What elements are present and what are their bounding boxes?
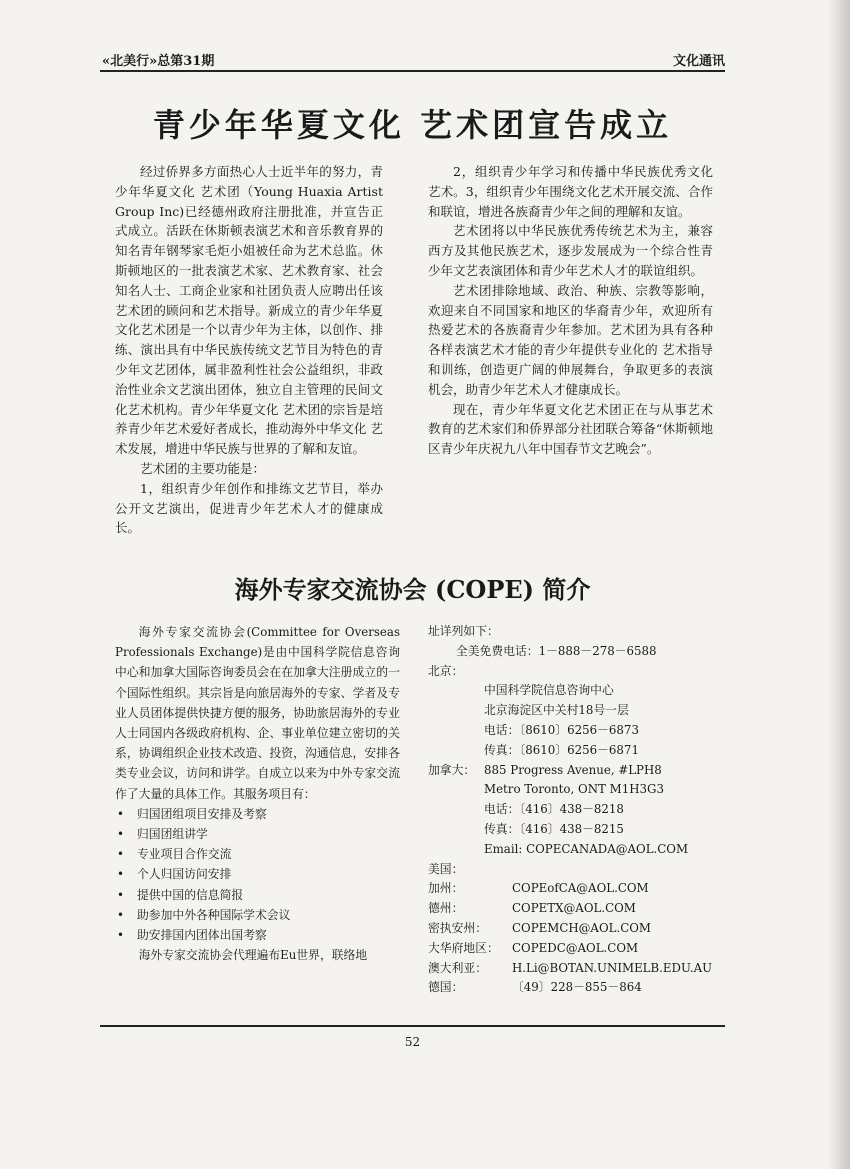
us-hotline: 全美免费电话：1－888－278－6588	[456, 643, 657, 658]
article1-title: 青少年华夏文化 艺术团宣告成立	[152, 106, 673, 144]
region-label: 德州：	[428, 901, 464, 916]
region-contact: COPEofCA@AOL.COM	[512, 881, 649, 896]
region-row	[428, 959, 718, 979]
article1-column-right	[428, 162, 713, 459]
canada-email: Email: COPECANADA@AOL.COM	[484, 841, 689, 856]
service-item: • 个人归国访问安排	[115, 864, 400, 884]
article2-title: 海外专家交流协会 (COPE) 简介	[234, 575, 591, 604]
contacts-intro: 址详列如下：	[428, 624, 499, 638]
service-item: • 助安排国内团体出国考察	[115, 925, 400, 945]
article1-paragraph: 2，组织青少年学习和传播中华民族优秀文化 艺术。3，组织青少年围绕文化艺术开展交流、合作和联谊，增进各族裔青少年之间的理解和友谊。	[428, 164, 713, 219]
region-label: 密执安州：	[428, 920, 487, 935]
service-item: • 助参加中外各种国际学术会议	[115, 905, 400, 925]
article1-paragraph: 经过侨界多方面热心人士近半年的努力，青少年华夏文化 艺术团（Young Huaxia Artist Group Inc)已经德州政府注册批准，并宣告正式成立。活跃在休斯顿表演艺术和音乐教育界的知名青年钢琴家毛炬小姐被任命为艺术总监。休斯顿地区的一批表演艺术家、艺术教育家、社会知名人士、工商企业家和社团负责人应聘出任该艺术团的顾问和艺术指导。新成立的青少年华夏文化艺术团是一个以青少年为主体，以创作、排练、演出具有中华民族传统文艺节目为特色的青少年文艺团体，属非盈利性社会公益组织，非政治性业余文艺演出团体，独立自主管理的民间文化艺术机构。青少年华夏文化 艺术团的宗旨是培养青少年艺术爱好者成长，推动海外中华文化 艺术发展，增进中华民族与世界的了解和友谊。	[115, 164, 383, 457]
region-label: 德国：	[428, 980, 464, 995]
canada-phone: 电话：〔416〕438－8218	[484, 802, 624, 817]
canada-address-line1	[428, 761, 718, 781]
region-row	[428, 939, 718, 959]
article2-closing: 海外专家交流协会代理遍布Eu世界，联络地	[138, 948, 368, 963]
article1-paragraph: 艺术团将以中华民族优秀传统艺术为主，兼容西方及其他民族艺术，逐步发展成为一个综合性青少年文艺表演团体和青少年艺术人才的联谊组织。	[428, 223, 713, 278]
usa-label: 美国：	[428, 861, 464, 876]
article1-column-left	[115, 162, 383, 538]
page-number: 52	[404, 1035, 421, 1049]
region-contact: H.Li@BOTAN.UNIMELB.EDU.AU	[512, 960, 713, 975]
service-item: • 归国团组项目安排及考察	[115, 804, 400, 824]
service-item: • 专业项目合作交流	[115, 844, 400, 864]
region-label: 加州：	[428, 881, 464, 896]
region-row	[428, 879, 718, 899]
region-contact: 〔49〕228－855－864	[512, 980, 642, 995]
footer-rule	[100, 1025, 725, 1027]
region-row	[428, 899, 718, 919]
beijing-label: 北京：	[428, 663, 464, 678]
contacts-column	[428, 622, 718, 998]
region-label: 澳大利亚：	[428, 960, 487, 975]
header-rule	[100, 70, 725, 72]
article1-paragraph: 1，组织青少年创作和排练文艺节目，举办公开文艺演出，促进青少年艺术人才的健康成长。	[115, 480, 383, 536]
region-label: 大华府地区：	[428, 940, 499, 955]
service-item: • 归国团组讲学	[115, 824, 400, 844]
canada-fax: 传真：〔416〕438－8215	[484, 821, 624, 836]
canada-label: 加拿大：	[428, 762, 476, 777]
beijing-address: 北京海淀区中关村18号一层	[484, 703, 629, 718]
service-item: • 提供中国的信息简报	[115, 885, 400, 905]
article1-paragraph: 艺术团排除地域、政治、种族、宗教等影响，欢迎来自不同国家和地区的华裔青少年，欢迎所有热爱艺术的各族裔青少年参加。艺术团为具有各种各样表演艺术才能的青少年提供专业化的 艺术指导和训练，创造更广阔的伸展舞台，争取更多的表演机会，助青少年艺术人才健康成长。	[428, 282, 713, 397]
region-contact: COPETX@AOL.COM	[512, 901, 636, 916]
article2-intro: 海外专家交流协会(Committee for Overseas Professionals Exchange)是由中国科学院信息咨询中心和加拿大国际咨询委员会在在加拿大注册成立的一个国际性组织。其宗旨是向旅居海外的专家、学者及专业人员团体提供快捷方便的服务，协助旅居海外的专业人士同国内各级政府机构、企、事业单位建立密切的关系，协调组织企业技术改造、投资，沟通信息，安排各类专业会议，访问和讲学。自成立以来为中外专家交流作了大量的具体工作。其服务项目有：	[115, 625, 400, 801]
page-edge-shadow	[828, 0, 850, 1169]
beijing-phone: 电话：〔8610〕6256－6873	[484, 722, 639, 737]
region-contact: COPEMCH@AOL.COM	[512, 920, 651, 935]
beijing-org: 中国科学院信息咨询中心	[484, 683, 614, 698]
article1-paragraph: 现在，青少年华夏文化艺术团正在与从事艺术教育的艺术家们和侨界部分社团联合筹备“休斯顿地区青少年庆祝九八年中国春节文艺晚会”。	[428, 401, 713, 457]
beijing-fax: 传真：〔8610〕6256－6871	[484, 742, 639, 757]
article1-paragraph: 艺术团的主要功能是：	[140, 460, 266, 476]
section-label: 文化通讯	[672, 54, 725, 69]
article2-column-left	[115, 622, 400, 965]
canada-city: Metro Toronto, ONT M1H3G3	[484, 782, 664, 797]
region-row	[428, 978, 718, 998]
region-row	[428, 919, 718, 939]
canada-street: 885 Progress Avenue, #LPH8	[484, 762, 662, 777]
issue-label: «北美行»总第31期	[102, 54, 215, 69]
region-contact: COPEDC@AOL.COM	[512, 940, 639, 955]
